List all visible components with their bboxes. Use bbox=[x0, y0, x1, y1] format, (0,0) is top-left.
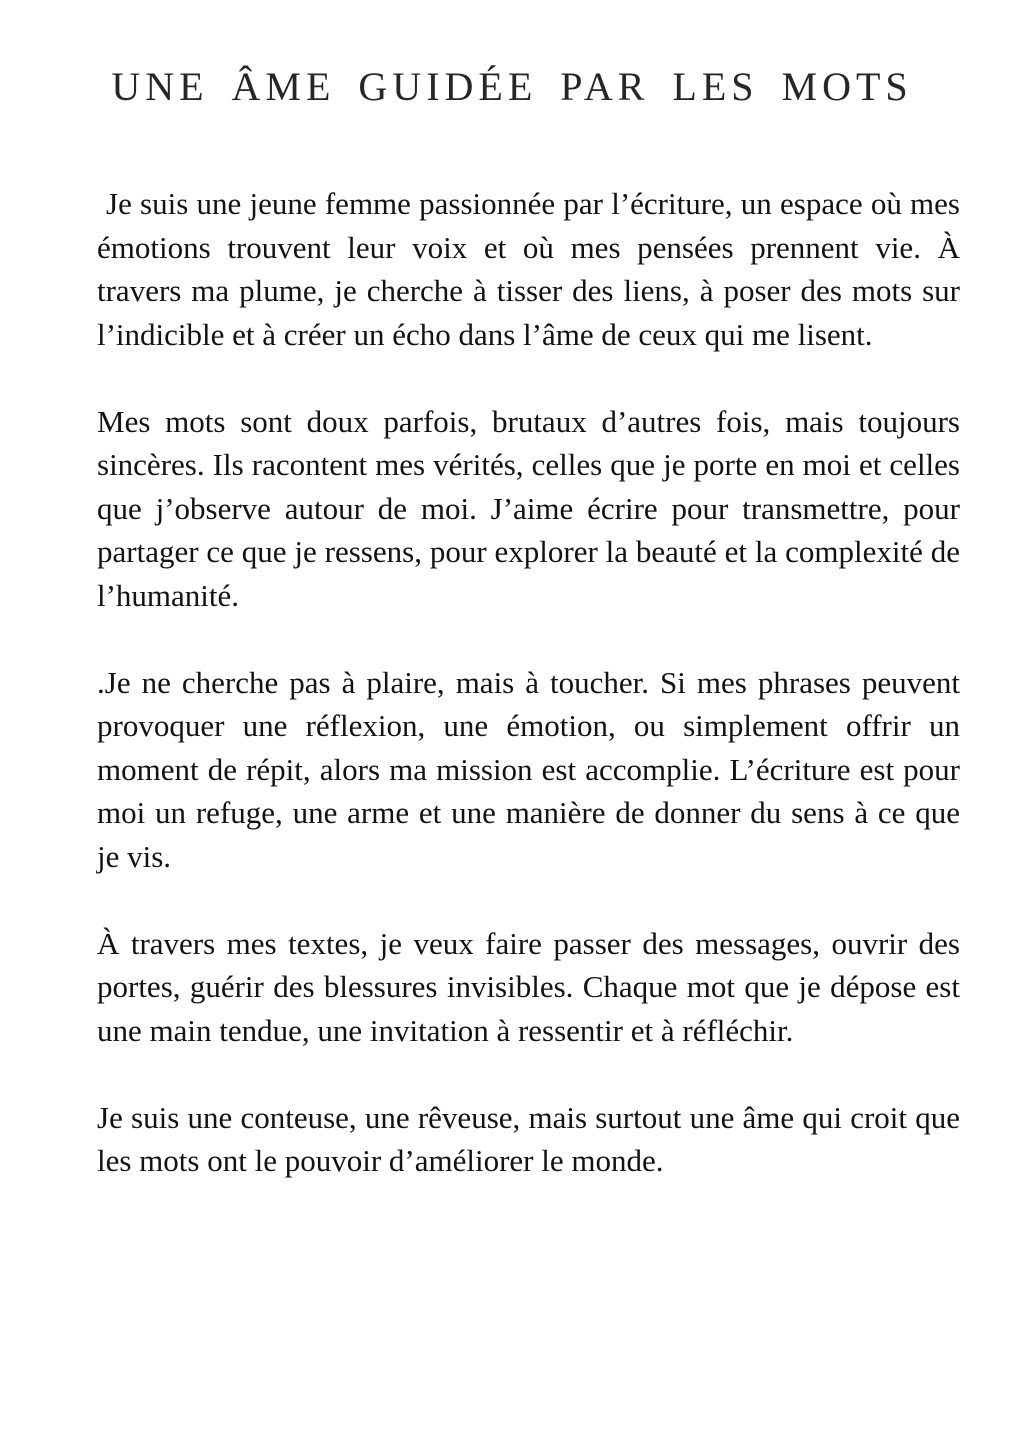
paragraph: Je suis une conteuse, une rêveuse, mais surtout une âme qui croit que les mots ont le pouvoir d’améliorer le monde. bbox=[97, 1099, 960, 1178]
paragraph: .Je ne cherche pas à plaire, mais à toucher. Si mes phrases peuvent provoquer une réflexion, une émotion, ou simplement offrir un moment de répit, alors ma mission est accomplie. L’écriture est pour moi un refuge, une arme et une manière de donner du sens à ce que je vis. bbox=[97, 664, 960, 874]
paragraph: À travers mes textes, je veux faire passer des messages, ouvrir des portes, guérir des blessures invisibles. Chaque mot que je dépose est une main tendue, une invitation à ressentir et à réfléchir. bbox=[97, 925, 960, 1048]
paragraph: Mes mots sont doux parfois, brutaux d’autres fois, mais toujours sincères. Ils racontent mes vérités, celles que je porte en moi et celles que j’observe autour de moi. J’aime écrire pour transmettre, pour partager ce que je ressens, pour explorer la beauté et la complexité de l’humanité. bbox=[97, 403, 960, 613]
document-body bbox=[97, 182, 960, 1183]
paragraph: Je suis une jeune femme passionnée par l’écriture, un espace où mes émotions trouvent leur voix et où mes pensées prennent vie. À travers ma plume, je cherche à tisser des liens, à poser des mots sur l’indicible et à créer un écho dans l’âme de ceux qui me lisent. bbox=[97, 186, 960, 352]
page-title: UNE ÂME GUIDÉE PAR LES MOTS bbox=[111, 64, 913, 109]
